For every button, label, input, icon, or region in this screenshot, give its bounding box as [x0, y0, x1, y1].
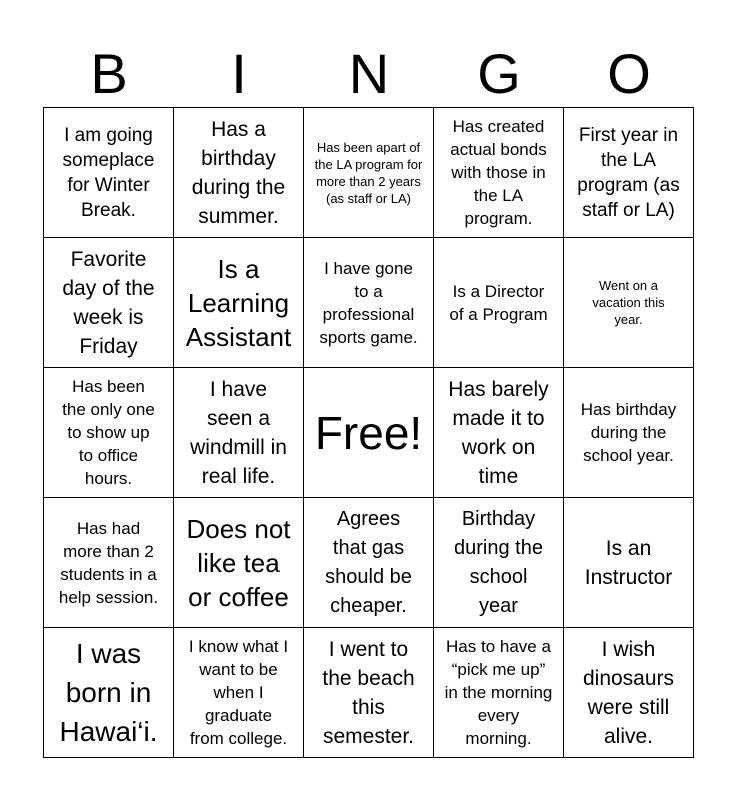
bingo-cell-r3-c4[interactable]: [434, 368, 564, 498]
cell-text: Is a Director of a Program: [449, 281, 548, 324]
bingo-cell-r1-c4[interactable]: [434, 108, 564, 238]
bingo-cell-r1-c1[interactable]: [44, 108, 174, 238]
bingo-cell-r2-c4[interactable]: [434, 238, 564, 368]
bingo-cell-r1-c3[interactable]: [304, 108, 434, 238]
cell-text: I have gone to a professional sports game.: [319, 258, 418, 347]
cell-text: Has a birthday during the summer.: [191, 117, 286, 228]
bingo-cell-r5-c4[interactable]: [434, 628, 564, 758]
bingo-cell-r5-c5[interactable]: [564, 628, 694, 758]
bingo-cell-r2-c3[interactable]: [304, 238, 434, 368]
header-letter-i: I: [231, 42, 247, 105]
cell-text: Has been apart of the LA program for more than 2 years (as staff or LA): [314, 139, 423, 206]
cell-text: Has to have a “pick me up” in the morning every morning.: [444, 637, 553, 748]
cell-text: Went on a vacation this year.: [592, 278, 665, 327]
header-letter-b: B: [90, 42, 128, 105]
bingo-cell-r5-c2[interactable]: [174, 628, 304, 758]
bingo-cell-r2-c1[interactable]: [44, 238, 174, 368]
cell-text: I have seen a windmill in real life.: [190, 377, 287, 488]
cell-text: I know what I want to be when I graduate from college.: [188, 637, 289, 748]
bingo-cell-r5-c3[interactable]: [304, 628, 434, 758]
bingo-grid: [43, 107, 694, 758]
cell-text: I went to the beach this semester.: [322, 637, 415, 748]
cell-text: Has had more than 2 students in a help session.: [58, 518, 159, 607]
header-letter-o: O: [607, 42, 651, 105]
cell-text: I was born in Hawai‘i.: [59, 638, 158, 747]
bingo-cell-r4-c4[interactable]: [434, 498, 564, 628]
cell-text: Has been the only one to show up to office hours.: [62, 377, 155, 488]
bingo-cell-r5-c1[interactable]: [44, 628, 174, 758]
cell-text: Is a Learning Assistant: [185, 253, 292, 352]
bingo-cell-r1-c5[interactable]: [564, 108, 694, 238]
cell-text: Favorite day of the week is Friday: [62, 247, 155, 358]
bingo-header: [44, 40, 694, 108]
cell-text: Does not like tea or coffee: [186, 513, 291, 612]
header-letter-g: G: [477, 42, 521, 105]
free-space-text: Free!: [314, 406, 423, 459]
cell-text: Agrees that gas should be cheaper.: [325, 507, 412, 617]
bingo-cell-r4-c5[interactable]: [564, 498, 694, 628]
cell-text: Has birthday during the school year.: [580, 400, 677, 465]
header-letter-n: N: [348, 42, 390, 105]
bingo-cell-r1-c2[interactable]: [174, 108, 304, 238]
free-space-cell[interactable]: [304, 368, 434, 498]
cell-text: I wish dinosaurs were still alive.: [582, 637, 675, 748]
cell-text: Has barely made it to work on time: [448, 377, 549, 488]
bingo-cell-r2-c2[interactable]: [174, 238, 304, 368]
cell-text: Has created actual bonds with those in the LA program.: [450, 117, 547, 228]
bingo-cell-r3-c5[interactable]: [564, 368, 694, 498]
cell-text: I am going someplace for Winter Break.: [62, 124, 155, 221]
bingo-cell-r3-c2[interactable]: [174, 368, 304, 498]
cell-text: First year in the LA program (as staff or LA): [577, 124, 680, 221]
cell-text: Birthday during the school year: [454, 507, 543, 617]
cell-text: Is an Instructor: [584, 536, 673, 589]
bingo-cell-r4-c1[interactable]: [44, 498, 174, 628]
bingo-cell-r4-c3[interactable]: [304, 498, 434, 628]
bingo-cell-r3-c1[interactable]: [44, 368, 174, 498]
bingo-cell-r2-c5[interactable]: [564, 238, 694, 368]
bingo-cell-r4-c2[interactable]: [174, 498, 304, 628]
